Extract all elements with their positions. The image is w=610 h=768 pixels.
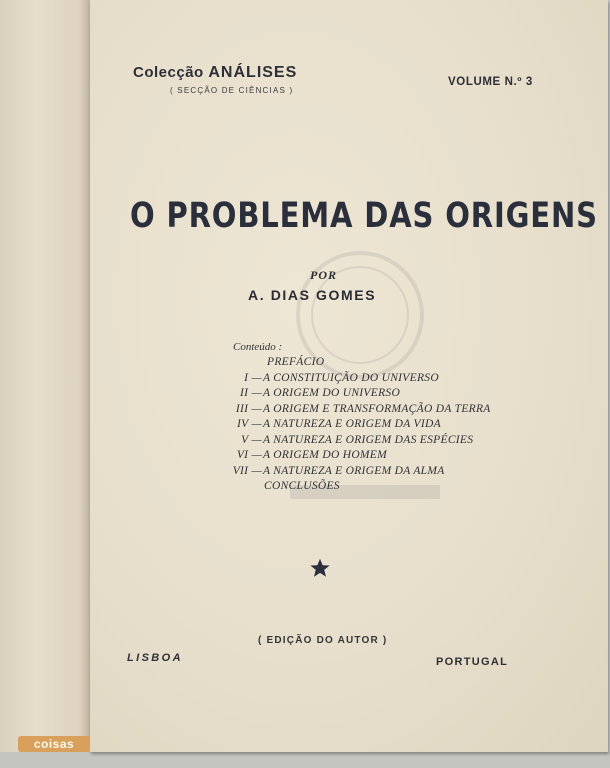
toc-text: PREFÁCIO xyxy=(267,356,325,368)
toc-number: II — xyxy=(240,387,262,399)
toc-text: A ORIGEM DO UNIVERSO xyxy=(263,387,401,399)
collection-name xyxy=(133,64,323,82)
volume-number: VOLUME N.º 3 xyxy=(448,76,533,88)
toc-number: V — xyxy=(241,433,262,446)
toc-item xyxy=(230,465,530,481)
contents-label: Conteúdo : xyxy=(233,341,283,353)
edition-note: ( EDIÇÃO DO AUTOR ) xyxy=(258,635,388,646)
toc-text: A CONSTITUIÇÃO DO UNIVERSO xyxy=(263,371,439,384)
toc-item xyxy=(230,372,530,388)
book-title: O PROBLEMA DAS ORIGENS xyxy=(130,196,598,236)
publication-country: PORTUGAL xyxy=(436,656,509,668)
toc-text: A NATUREZA E ORIGEM DA VIDA xyxy=(263,418,441,430)
toc-item xyxy=(230,418,530,434)
star-icon xyxy=(309,557,331,579)
toc-text: A ORIGEM DO HOMEM xyxy=(263,449,388,461)
toc-text: A NATUREZA E ORIGEM DAS ESPÉCIES xyxy=(263,433,474,446)
toc-item xyxy=(230,449,530,465)
byline-por: POR xyxy=(310,268,337,282)
watermark-logo: coisas xyxy=(18,736,90,752)
toc-number: IV — xyxy=(237,418,262,430)
toc-number: VII — xyxy=(232,464,262,477)
toc-text: CONCLUSÕES xyxy=(264,480,340,492)
toc-item xyxy=(230,480,530,496)
toc-text: A ORIGEM E TRANSFORMAÇÃO DA TERRA xyxy=(263,402,491,415)
author-name: A. DIAS GOMES xyxy=(248,287,377,303)
toc-item xyxy=(230,434,530,450)
toc-number: VI — xyxy=(236,449,262,461)
collection-prefix: Colecção xyxy=(133,64,204,81)
collection-section: ( SECÇÃO DE CIÊNCIAS ) xyxy=(170,86,294,95)
toc-item xyxy=(230,387,530,403)
table-of-contents xyxy=(230,356,530,496)
collection-title: ANÁLISES xyxy=(208,64,298,81)
toc-item xyxy=(230,403,530,419)
toc-item xyxy=(230,356,530,372)
toc-number: I — xyxy=(244,371,262,384)
toc-number: III — xyxy=(235,402,262,415)
publication-city: LISBOA xyxy=(127,652,183,664)
toc-text: A NATUREZA E ORIGEM DA ALMA xyxy=(263,464,445,477)
background-strip xyxy=(0,752,610,768)
